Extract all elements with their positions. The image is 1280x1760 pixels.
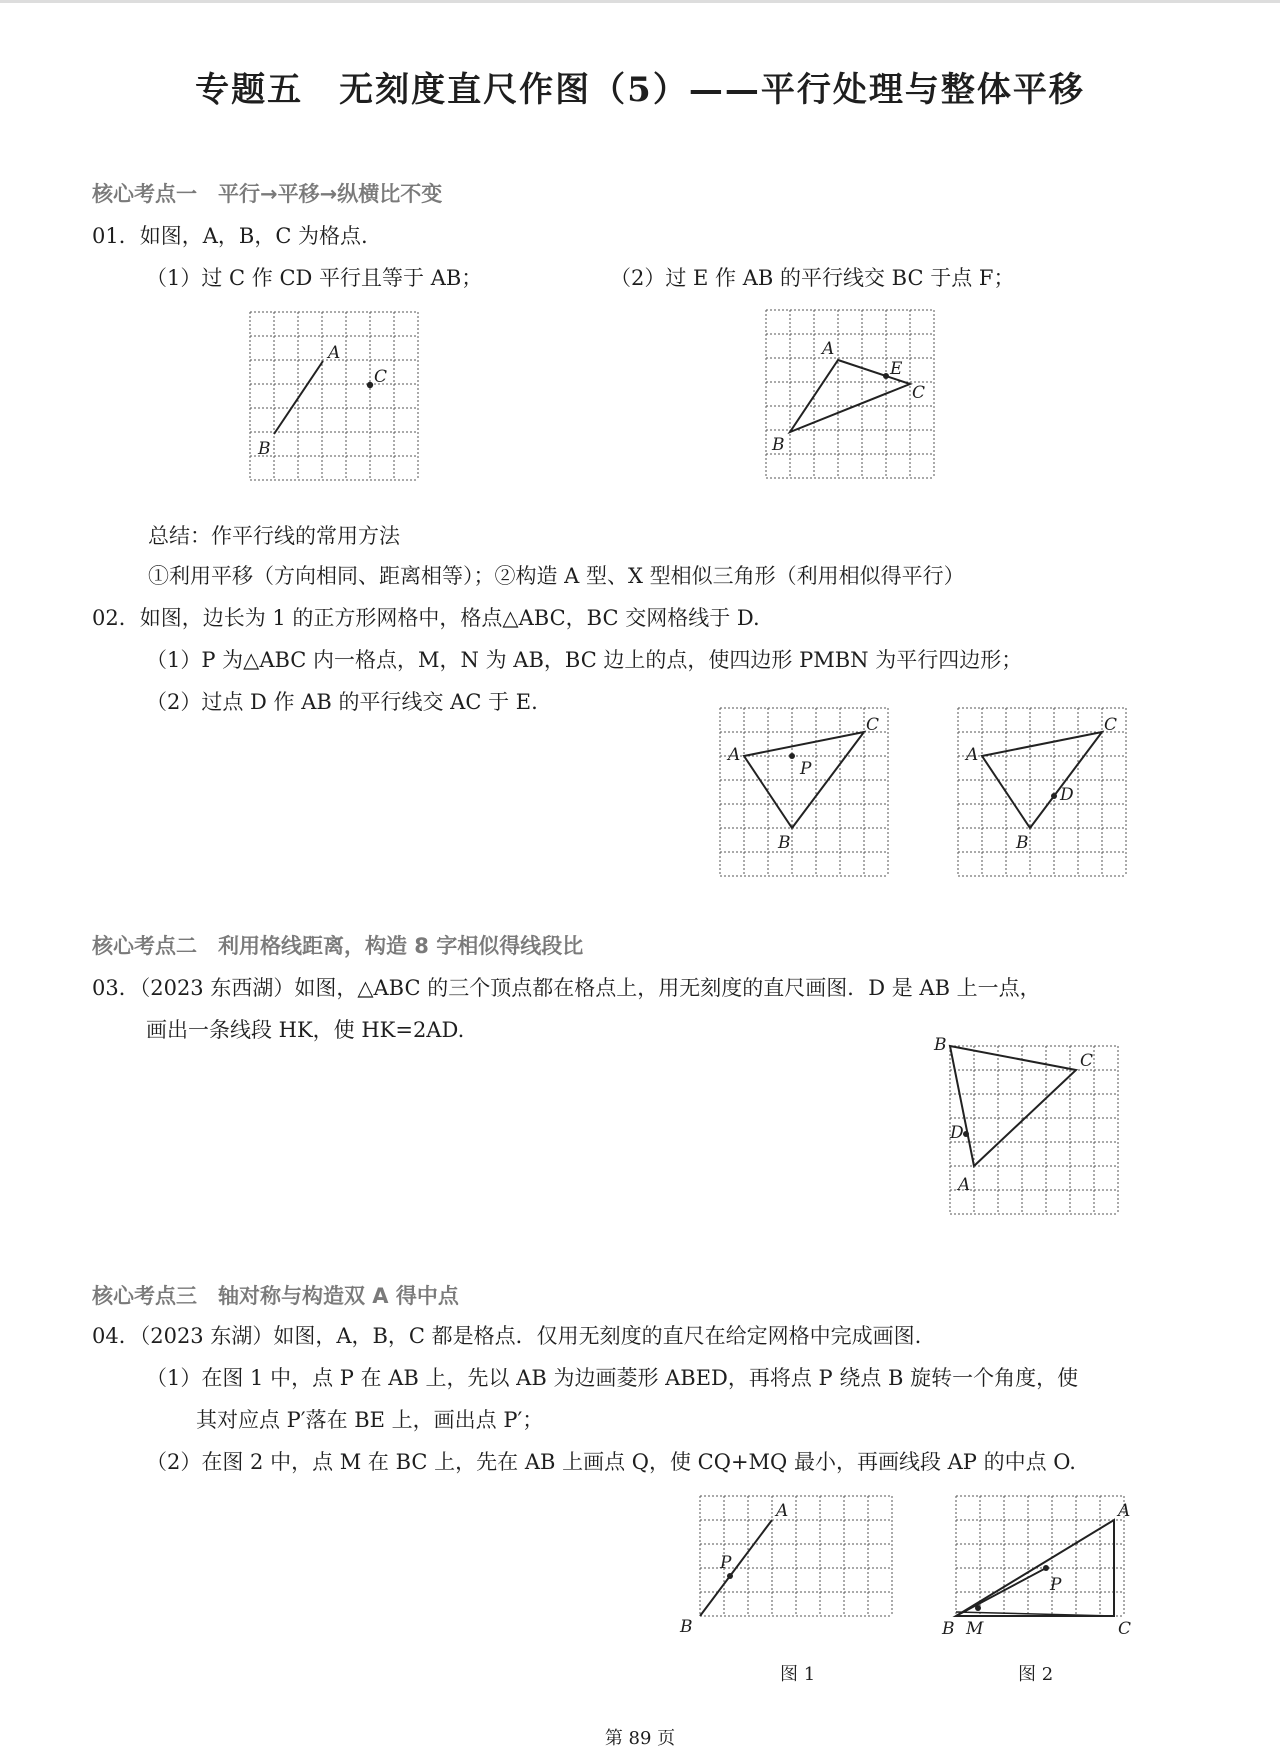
q01-figure-1 [250,312,422,484]
label-b: B [942,1619,955,1639]
label-a: A [822,339,835,359]
q01-part2: （2）过 E 作 AB 的平行线交 BC 于点 F； [610,266,1015,290]
q04-stem: 04．（2023 东湖）如图，A，B，C 都是格点．仅用无刻度的直尺在给定网格中完成画图. [92,1324,922,1348]
point-p [789,753,795,759]
label-m: M [966,1619,984,1639]
grid [956,1496,1124,1616]
q03-figure [932,1035,1132,1230]
point-p [1043,1565,1049,1571]
page-top-border [0,0,1280,3]
point-e [883,373,889,379]
label-p: P [800,759,812,779]
page-number: 第 89 页 [604,1728,676,1749]
label-e: E [890,359,903,379]
q02-part1: （1）P 为△ABC 内一格点，M，N 为 AB，BC 边上的点，使四边形 PMBN 为平行四边形； [146,648,1023,672]
label-b: B [772,435,785,455]
q03-stem: 03．（2023 东西湖）如图，△ABC 的三个顶点都在格点上，用无刻度的直尺画图．D 是 AB 上一点， [92,976,1041,1000]
q04-figure-1-caption: 图 1 [780,1664,816,1685]
label-b: B [778,833,791,853]
q01-figure-2 [766,310,934,482]
point-m [975,1605,981,1611]
label-a: A [958,1175,971,1195]
label-c: C [1080,1051,1094,1071]
label-b: B [1016,833,1029,853]
label-a: A [1118,1501,1131,1521]
q02-stem: 02．如图，边长为 1 的正方形网格中，格点△ABC，BC 交网格线于 D. [92,606,760,630]
segment-ab [274,361,323,434]
label-c: C [1104,715,1118,735]
q03-stem-continued: 画出一条线段 HK，使 HK=2AD. [146,1018,465,1042]
q04-part2: （2）在图 2 中，点 M 在 BC 上，先在 AB 上画点 Q，使 CQ+MQ 最小，再画线段 AP 的中点 O. [146,1450,1076,1474]
label-b: B [258,439,271,459]
label-p: P [1050,1575,1062,1595]
label-b: B [680,1617,693,1637]
label-d: D [950,1123,964,1143]
point-c [367,382,373,388]
point-d [963,1131,969,1137]
q04-figure-1 [680,1496,900,1636]
label-c: C [374,367,388,387]
q01-stem: 01．如图，A，B，C 为格点. [92,224,368,248]
section-heading-3: 核心考点三 轴对称与构造双 A 得中点 [92,1284,459,1308]
grid [950,1046,1118,1214]
q01-summary-body: ①利用平移（方向相同、距离相等）；②构造 A 型、X 型相似三角形（利用相似得平行） [148,564,965,588]
label-c: C [1118,1619,1132,1639]
q04-part1-line1: （1）在图 1 中，点 P 在 AB 上，先以 AB 为边画菱形 ABED，再将点 P 绕点 B 旋转一个角度，使 [146,1366,1079,1390]
page-title: 专题五 无刻度直尺作图（5）——平行处理与整体平移 [195,70,1085,110]
label-d: D [1060,785,1074,805]
label-p: P [720,1553,732,1573]
q04-part1-line2: 其对应点 P′落在 BE 上，画出点 P′； [196,1408,544,1432]
triangle-abc [950,1046,1076,1166]
label-a: A [328,343,341,363]
q01-part1: （1）过 C 作 CD 平行且等于 AB； [146,266,483,290]
point-p [727,1573,733,1579]
label-c: C [912,383,926,403]
section-heading-1: 核心考点一 平行→平移→纵横比不变 [92,182,443,206]
q04-figure-2-caption: 图 2 [1018,1664,1054,1685]
q02-figure-2 [958,708,1128,880]
q02-figure-1 [720,708,890,880]
label-b: B [934,1035,947,1055]
label-a: A [776,1501,789,1521]
grid [250,312,418,480]
section-heading-2: 核心考点二 利用格线距离，构造 8 字相似得线段比 [92,934,584,958]
q02-part2: （2）过点 D 作 AB 的平行线交 AC 于 E. [146,690,538,714]
label-a: A [728,745,741,765]
label-c: C [866,715,880,735]
point-d [1051,793,1057,799]
label-a: A [966,745,979,765]
grid [766,310,934,478]
q01-summary-title: 总结：作平行线的常用方法 [148,524,400,548]
q04-figure-2 [936,1496,1132,1639]
